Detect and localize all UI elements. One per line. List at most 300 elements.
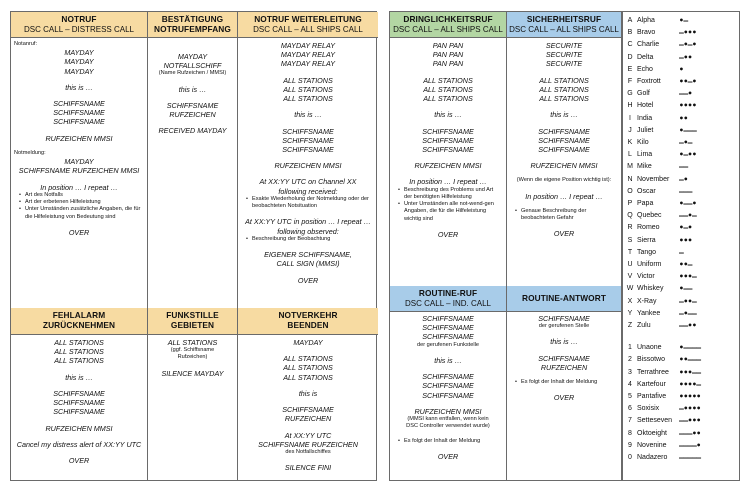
procedure-line: ALL STATIONS [283, 84, 333, 94]
procedure-line: RUFZEICHEN [169, 110, 216, 120]
procedure-line: SCHIFFSNAME [53, 388, 105, 398]
morse-code: ••–• [679, 77, 697, 86]
procedure-line: this is … [550, 110, 578, 120]
procedure-bullet: • Unter Umständen alle not-wend-gen Angaben, die für die Hilfeleistung wichtig sind [398, 201, 500, 223]
procedure-line: following observed: [277, 226, 339, 236]
alphabet-row [622, 235, 740, 247]
procedure-line: SECURITE [545, 41, 583, 50]
procedure-line: (Name Rufzeichen / MMSI) [158, 70, 227, 77]
procedure-line: this is … [65, 372, 93, 382]
alphabet-row [622, 222, 740, 234]
morse-code: –•–• [679, 40, 697, 50]
procedure-bullet: • Es folgt der Inhalt der Meldung [398, 438, 500, 445]
alphabet-word: Juliet [637, 126, 654, 134]
procedure-bullet: • Art des Notfalls [19, 192, 141, 199]
procedure-line: this is … [178, 84, 207, 94]
alphabet-word: Alpha [637, 17, 655, 24]
alphabet-key: N [627, 175, 633, 183]
alphabet-row [622, 354, 740, 366]
alphabet-row [622, 452, 740, 464]
procedure-line: ALL STATIONS [423, 75, 473, 85]
alphabet-key: O [627, 187, 633, 195]
alphabet-row [622, 415, 740, 427]
procedure-line: MAYDAY RELAY [280, 50, 336, 60]
alphabet-key: C [627, 41, 633, 49]
procedure-line: MAYDAY [64, 48, 94, 58]
procedure-line: MAYDAY RELAY [280, 41, 336, 50]
procedure-line: PAN PAN [432, 59, 464, 69]
alphabet-row [622, 403, 740, 415]
procedure-line: OVER [68, 455, 90, 465]
alphabet-key: 1 [628, 344, 632, 352]
procedure-line: In position … I repeat … [525, 191, 603, 201]
alphabet-word: Yankee [637, 309, 661, 317]
procedure-line: SCHIFFSNAME [282, 126, 334, 136]
alphabet-word: Bravo [637, 29, 656, 37]
weiterleitung-subtitle: DSC CALL – ALL SHIPS CALL [253, 24, 363, 34]
morse-code: ––––• [679, 440, 701, 450]
morse-code: ••––– [679, 355, 701, 365]
morse-code: ••••– [679, 379, 701, 389]
fehlalarm-title-2: ZURÜCKNEHMEN [42, 320, 116, 330]
alphabet-key: F [627, 78, 633, 85]
alphabet-key: E [627, 65, 633, 73]
routine-subtitle: DSC CALL – IND. CALL [405, 298, 491, 308]
procedure-line: SCHIFFSNAME [53, 398, 105, 408]
procedure-line: RUFZEICHEN MMSI [45, 133, 113, 143]
morse-code: ––•• [679, 321, 697, 330]
procedure-line: ALL STATIONS [423, 94, 473, 104]
alphabet-key: 4 [628, 380, 632, 388]
alphabet-row [622, 100, 740, 112]
alphabet-key: 3 [628, 368, 632, 376]
alphabet-row [622, 440, 740, 452]
procedure-line: SCHIFFSNAME RUFZEICHEN [258, 439, 358, 449]
alphabet-row [622, 296, 740, 308]
dringlichkeit-body [390, 41, 506, 239]
morse-code: ––••• [679, 416, 701, 426]
weiterleitung-header [238, 12, 378, 38]
sicherheit-bullets [507, 208, 621, 223]
procedure-line: PAN PAN [432, 41, 464, 50]
funkstille-title-2: GEBIETEN [170, 320, 215, 330]
procedure-bullet: • Art der erbetenen Hilfeleistung [19, 199, 141, 206]
procedure-line: RUFZEICHEN MMSI [414, 161, 482, 171]
alphabet-key: Y [627, 309, 633, 317]
procedure-line: this is [298, 388, 318, 398]
procedure-line: Notmeldung: [14, 149, 46, 156]
alphabet-key: 8 [628, 429, 632, 437]
bestaetigung-header [148, 12, 237, 38]
antwort-title: ROUTINE-ANTWORT [522, 292, 606, 303]
bestaetigung-title-2: NOTRUFEMPFANG [154, 23, 231, 34]
procedure-line: In position … I repeat … [40, 182, 118, 192]
procedure-line: SILENCE MAYDAY [161, 368, 224, 378]
alphabet-row [622, 367, 740, 379]
procedure-line: SCHIFFSNAME [53, 407, 105, 417]
alphabet-word: Hotel [637, 102, 654, 110]
alphabet-word: Terrathree [637, 368, 669, 376]
notruf-body [11, 41, 147, 237]
procedure-line: SCHIFFSNAME [422, 144, 474, 154]
alphabet-word: Kilo [637, 139, 649, 146]
morse-code: –••– [679, 296, 697, 306]
alphabet-row [622, 137, 740, 149]
antwort-over: OVER [553, 393, 575, 403]
procedure-line: SCHIFFSNAME [538, 144, 590, 154]
procedure-line: SCHIFFSNAME [53, 99, 105, 109]
procedure-line: MAYDAY [177, 52, 208, 61]
morse-code: –•••• [679, 404, 701, 414]
procedure-line: ALL STATIONS [54, 356, 104, 366]
alphabet-key: M [627, 163, 633, 171]
procedure-line: this is … [434, 355, 462, 365]
alphabet-row [622, 161, 740, 173]
alphabet-word: Whiskey [637, 285, 664, 293]
alphabet-key: 0 [628, 454, 632, 461]
distress-procedures-page [10, 11, 377, 481]
alphabet-word: Zulu [637, 322, 651, 329]
bestaetigung-body [148, 52, 237, 136]
morse-code: ••••• [679, 392, 701, 401]
notruf-subtitle: DSC CALL – DISTRESS CALL [24, 24, 134, 34]
procedure-line: ALL STATIONS [54, 338, 104, 347]
procedure-line: SCHIFFSNAME [538, 135, 590, 145]
alphabet-word: Charlie [637, 41, 660, 49]
sicherheit-title: SICHERHEITSRUF [526, 14, 602, 25]
routine-over: OVER [437, 451, 459, 461]
alphabet-key: R [627, 224, 633, 232]
procedure-bullet: • Genaue Beschreibung der beobachteten Gefahr [515, 208, 615, 223]
weiterleitung-bullets-2 [238, 236, 378, 243]
procedure-line: SCHIFFSNAME [422, 372, 474, 382]
morse-code: –••• [679, 28, 697, 38]
procedure-line: Notanruf: [14, 41, 38, 47]
alphabet-key: Z [627, 322, 633, 329]
procedure-line: CALL SIGN (MMSI) [276, 259, 340, 269]
alphabet-key: S [627, 236, 633, 244]
urgency-procedures-page [389, 11, 740, 481]
column-4 [390, 12, 507, 480]
procedure-line: SCHIFFSNAME [422, 332, 474, 342]
procedure-line: SCHIFFSNAME [53, 117, 105, 127]
alphabet-row [622, 125, 740, 137]
sicherheit-over: OVER [553, 229, 575, 239]
procedure-line: MAYDAY [293, 338, 323, 347]
procedure-line: SECURITE [545, 50, 583, 60]
procedure-line: ALL STATIONS [283, 363, 333, 373]
procedure-line: RUFZEICHEN MMSI [274, 161, 342, 171]
procedure-line: SILENCE FINI [284, 463, 332, 473]
alphabet-key: B [627, 29, 633, 37]
alphabet-row [622, 15, 740, 27]
alphabet-row [622, 198, 740, 210]
morse-code: •••– [679, 272, 697, 282]
alphabet-row [622, 391, 740, 403]
alphabet-row [622, 342, 740, 354]
procedure-line: des Notfallschiffes [285, 448, 331, 455]
alphabet-row [622, 64, 740, 76]
alphabet-word: Oktoeight [637, 429, 667, 437]
procedure-line: SCHIFFSNAME [282, 405, 334, 415]
alphabet-word: X-Ray [637, 297, 657, 305]
phonetic-alphabet-table [622, 12, 740, 480]
morse-code: –•–– [679, 308, 697, 318]
procedure-line: Rufzeichen) [177, 354, 208, 361]
procedure-line: (MMSI kann entfallen, wenn kein [407, 416, 489, 423]
morse-code: • [679, 64, 684, 74]
morse-code: ––––– [679, 453, 701, 462]
notverkehr-title: NOTVERKEHR [278, 310, 338, 321]
procedure-line: ALL STATIONS [283, 372, 333, 382]
alphabet-word: Romeo [637, 224, 660, 232]
antwort-bullets [507, 379, 621, 386]
procedure-line: DSC Controller verwendet wurde) [406, 423, 490, 430]
procedure-bullet: • Unter Umständen zusätzliche Angaben, die für die Hilfeleistung von Bedeutung sind [19, 206, 141, 221]
antwort-body [507, 314, 621, 403]
procedure-line: NOTFALLSCHIFF [163, 61, 222, 71]
procedure-line: SCHIFFSNAME [422, 314, 474, 323]
morse-code: •–––– [679, 343, 701, 353]
alphabet-word: Victor [637, 273, 655, 281]
procedure-line: SCHIFFSNAME [422, 381, 474, 391]
notverkehr-title-2: BEENDEN [287, 320, 329, 330]
alphabet-key: K [627, 139, 633, 146]
alphabet-row [622, 308, 740, 320]
procedure-line: this is … [294, 110, 322, 120]
procedure-line: ALL STATIONS [539, 94, 589, 104]
funkstille-header [148, 308, 237, 335]
dringlichkeit-header [390, 12, 506, 38]
sicherheit-body [507, 41, 621, 239]
procedure-line: SCHIFFSNAME [422, 323, 474, 333]
alphabet-row [622, 283, 740, 295]
procedure-line: ALL STATIONS [54, 347, 104, 357]
procedure-bullet: • Beschreibung der Beobachtung [246, 236, 372, 243]
routine-bullets [390, 438, 506, 445]
procedure-line: RUFZEICHEN [540, 362, 588, 372]
procedure-line: following received: [278, 186, 338, 196]
procedure-line: RUFZEICHEN MMSI [45, 423, 113, 433]
procedure-line: der gerufenen Stelle [538, 323, 590, 330]
dringlichkeit-title: DRINGLICHKEITSRUF [403, 14, 493, 25]
alphabet-word: Oscar [637, 187, 656, 195]
notruf-header [11, 12, 147, 38]
alphabet-word: Foxtrott [637, 78, 661, 85]
alphabet-word: Nadazero [637, 454, 668, 461]
procedure-line: this is … [550, 337, 578, 347]
procedure-bullet: • Exakte Wiederholung der Notmeldung oder der beobachteten Notsituation [246, 196, 372, 211]
procedure-line: SCHIFFSNAME [538, 353, 590, 363]
alphabet-key: H [627, 102, 633, 110]
bestaetigung-title: BESTÄTIGUNG [161, 13, 224, 24]
procedure-line: (Wenn die eigene Position wichtig ist): [516, 177, 612, 184]
alphabet-row [622, 174, 740, 186]
alphabet-row [622, 259, 740, 271]
morse-code: •– [679, 16, 688, 25]
alphabet-row [622, 428, 740, 440]
procedure-line: (ggf. Schiffsname [170, 347, 215, 354]
morse-code: –• [679, 174, 688, 184]
alphabet-key: P [627, 200, 633, 207]
weiterleitung-body [238, 41, 378, 285]
alphabet-word: Mike [637, 163, 652, 171]
morse-code: •––• [679, 199, 697, 208]
alphabet-key: 9 [628, 441, 632, 449]
procedure-line: RUFZEICHEN MMSI [414, 406, 482, 416]
column-1 [11, 12, 148, 480]
alphabet-row [622, 271, 740, 283]
morse-code: –•• [679, 52, 692, 62]
alphabet-word: Uniform [637, 261, 662, 268]
alphabet-word: Delta [637, 53, 654, 61]
alphabet-row [622, 27, 740, 39]
procedure-line: At XX:YY UTC [284, 430, 332, 440]
antwort-header [507, 286, 621, 312]
procedure-line: SCHIFFSNAME [282, 135, 334, 145]
procedure-line: At XX:YY UTC in position … I repeat … [245, 217, 371, 227]
alphabet-word: Novenine [637, 441, 667, 449]
morse-code: •••• [679, 101, 697, 111]
fehlalarm-title: FEHLALARM [52, 310, 106, 321]
alphabet-word: Unaone [637, 344, 662, 352]
procedure-line: this is … [434, 110, 462, 120]
procedure-line: Cancel my distress alert of XX:YY UTC [16, 439, 142, 449]
funkstille-body [148, 338, 237, 378]
alphabet-key: 2 [628, 356, 632, 364]
morse-code: •–•• [679, 150, 697, 160]
procedure-line: SCHIFFSNAME [422, 135, 474, 145]
notruf-bullets [11, 192, 147, 221]
morse-code: ••• [679, 235, 692, 245]
routine-body [390, 314, 506, 461]
procedure-line: ALL STATIONS [283, 75, 333, 85]
alphabet-word: Sierra [637, 236, 656, 244]
procedure-line: ALL STATIONS [539, 75, 589, 85]
dringlichkeit-over: OVER [437, 229, 459, 239]
procedure-line: ALL STATIONS [283, 94, 333, 104]
alphabet-word: Kartefour [637, 380, 666, 388]
procedure-line: RUFZEICHEN MMSI [530, 161, 598, 171]
procedure-bullet: • Beschreibung des Problems und Art der benötigten Hilfeleistung [398, 187, 500, 202]
procedure-line: RUFZEICHEN [284, 414, 332, 424]
procedure-line: this is … [65, 82, 93, 92]
routine-title: ROUTINE-RUF [418, 288, 478, 299]
fehlalarm-header [11, 308, 147, 335]
procedure-line: SCHIFFSNAME [538, 126, 590, 136]
procedure-line: MAYDAY [64, 57, 94, 67]
alphabet-key: J [628, 126, 632, 134]
morse-code: –––•• [679, 428, 701, 438]
weiterleitung-bullets [238, 196, 378, 211]
alphabet-word: Setteseven [637, 417, 673, 425]
procedure-line: RECEIVED MAYDAY [158, 126, 227, 136]
alphabet-row [622, 52, 740, 64]
notverkehr-header [238, 308, 378, 335]
alphabet-word: Tango [637, 248, 657, 256]
procedure-line: ALL STATIONS [539, 84, 589, 94]
dringlichkeit-bullets [390, 187, 506, 223]
weiterleitung-title: NOTRUF WEITERLEITUNG [254, 14, 362, 25]
alphabet-row [622, 39, 740, 51]
morse-code: •––– [679, 125, 697, 135]
procedure-line: ALL STATIONS [283, 354, 333, 364]
procedure-line: SCHIFFSNAME [422, 126, 474, 136]
alphabet-word: Golf [637, 90, 650, 98]
procedure-line: MAYDAY [64, 157, 94, 167]
alphabet-key: 6 [628, 405, 632, 413]
procedure-line: OVER [297, 275, 319, 285]
morse-code: –•– [679, 138, 692, 147]
alphabet-word: Quebec [637, 212, 662, 220]
procedure-line: SCHIFFSNAME [422, 390, 474, 400]
alphabet-row [622, 210, 740, 222]
notruf-title: NOTRUF [61, 14, 97, 25]
procedure-line: ALL STATIONS [167, 338, 218, 347]
morse-code: •••–– [679, 367, 701, 377]
sicherheit-subtitle: DSC CALL – ALL SHIPS CALL [509, 24, 619, 34]
funkstille-title: FUNKSTILLE [166, 310, 219, 321]
alphabet-row [622, 379, 740, 391]
fehlalarm-body [11, 338, 147, 465]
morse-code: •–• [679, 223, 692, 233]
alphabet-key: T [627, 248, 633, 256]
procedure-line: PAN PAN [432, 50, 464, 60]
alphabet-word: Soxisix [637, 405, 660, 413]
procedure-line: SCHIFFSNAME [53, 108, 105, 118]
procedure-line: EIGENER SCHIFFSNAME, [264, 250, 352, 260]
alphabet-key: Q [627, 212, 633, 220]
alphabet-row [622, 247, 740, 259]
morse-code: ––•– [679, 211, 697, 221]
morse-code: •• [679, 113, 688, 123]
alphabet-row [622, 76, 740, 88]
morse-code: – [679, 247, 684, 257]
alphabet-word: Papa [637, 200, 654, 207]
procedure-line: SCHIFFSNAME [282, 144, 334, 154]
alphabet-row [622, 113, 740, 125]
alphabet-word: Echo [637, 65, 653, 73]
notverkehr-body [238, 338, 378, 472]
alphabet-word: Pantafive [637, 393, 667, 400]
alphabet-key: A [627, 17, 633, 24]
alphabet-word: Lima [637, 151, 653, 159]
morse-code: ••– [679, 260, 692, 269]
sicherheit-header [507, 12, 621, 38]
routine-header [390, 286, 506, 312]
morse-code: ––– [679, 186, 692, 196]
column-3 [238, 12, 378, 480]
procedure-line: MAYDAY RELAY [280, 59, 336, 69]
procedure-bullet: • Es folgt der Inhalt der Meldung [515, 379, 615, 386]
alphabet-key: V [627, 273, 633, 281]
alphabet-row [622, 186, 740, 198]
procedure-line: MAYDAY [64, 66, 94, 76]
alphabet-key: U [627, 261, 633, 268]
alphabet-key: 5 [628, 393, 632, 400]
alphabet-word: November [637, 175, 670, 183]
alphabet-key: D [627, 53, 633, 61]
alphabet-key: X [627, 297, 633, 305]
alphabet-key: G [627, 90, 633, 98]
alphabet-row [622, 320, 740, 332]
alphabet-key: I [629, 114, 631, 122]
alphabet-row [622, 149, 740, 161]
procedure-line: SCHIFFSNAME RUFZEICHEN MMSI [18, 166, 140, 176]
procedure-line: SCHIFFSNAME [538, 314, 590, 323]
morse-code: •–– [679, 284, 692, 294]
alphabet-key: W [626, 285, 634, 293]
